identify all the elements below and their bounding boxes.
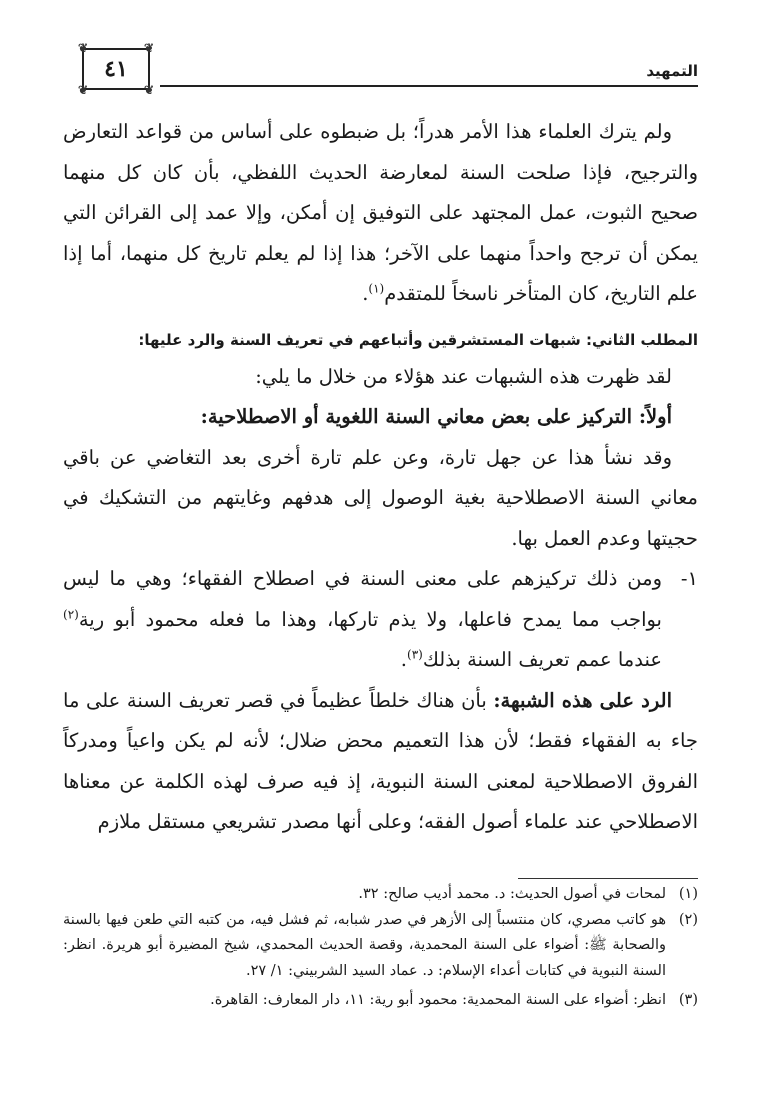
- point-heading: أولاً: التركيز على بعض معاني السنة اللغوية أو الاصطلاحية:: [200, 405, 672, 428]
- corner-ornament-icon: ❦: [78, 41, 89, 55]
- list-item: ١- ومن ذلك تركيزهم على معنى السنة في اصطلاح الفقهاء؛ وهي ما ليس بواجب مما يمدح فاعلها، ولا يذم تاركها، وهذا ما فعله محمود أبو رية$^{(٢)}$ عندما عمم تعريف السنة بذلك$^{(٣)}$.: [63, 559, 698, 681]
- corner-ornament-icon: ❦: [144, 41, 155, 55]
- header-rule: [160, 85, 698, 87]
- footnote: (١) لمحات في أصول الحديث: د. محمد أديب صالح: ٣٢.: [63, 882, 698, 908]
- reply-paragraph: الرد على هذه الشبهة: بأن هناك خلطاً عظيماً في قصر تعريف السنة على ما جاء به الفقهاء فقط؛ لأن هذا التعميم محض ضلال؛ لأنه لم يكن واعياً ومدركاً الفروق الاصطلاحية لمعنى السنة النبوية، إذ فيه صرف لهذه الكلمة عن معناها الاصطلاحي عند علماء أصول الفقه؛ وعلى أنها مصدر تشريعي مستقل ملازم: [63, 688, 698, 833]
- corner-ornament-icon: ❦: [78, 83, 89, 97]
- footnote-ref[interactable]: (٣): [407, 647, 423, 662]
- corner-ornament-icon: ❦: [144, 83, 155, 97]
- page-number-box: [78, 41, 155, 97]
- footnotes: [63, 882, 698, 1014]
- footnote: (٢) هو كاتب مصري، كان منتسباً إلى الأزهر في صدر شبابه، ثم فشل فيه، من كتبه التي طعن فيها بالسنة والصحابة ﷺ: أضواء على السنة المحمدية، وقصة الحديث المحمدي، شيخ المضيرة أبو هريرة. انظر: السنة النبوية في كتابات أعداء الإسلام: د. عماد السيد الشربيني: ١/ ٢٧.: [63, 908, 698, 985]
- paragraph: وقد نشأ هذا عن جهل تارة، وعن علم تارة أخرى بعد التغاضي عن باقي معاني السنة الاصطلاحية بغية الوصول إلى هدفهم وغايتهم من التشكيك في حجيتها وعدم العمل بها.: [63, 445, 698, 550]
- list-item-number: ١-: [680, 567, 698, 590]
- footnote: (٣) انظر: أضواء على السنة المحمدية: محمود أبو رية: ١١، دار المعارف: القاهرة.: [63, 988, 698, 1014]
- page-number: ٤١: [104, 56, 128, 82]
- intro-line: لقد ظهرت هذه الشبهات عند هؤلاء من خلال ما يلي:: [255, 364, 672, 388]
- running-title: التمهيد: [646, 62, 698, 80]
- main-text: [63, 112, 698, 843]
- reply-label: الرد على هذه الشبهة:: [493, 688, 672, 712]
- footnote-number: (٣): [678, 992, 698, 1008]
- footnote-ref[interactable]: (٢): [63, 607, 79, 621]
- paragraph: ولم يترك العلماء هذا الأمر هدراً؛ بل ضبطوه على أساس من قواعد التعارض والترجيح، فإذا صلحت السنة لمعارضة الحديث اللفظي، بأن كان كل منهما صحيح الثبوت، عمل المجتهد على التوفيق إن أمكن، وإلا عمد إلى القرائن التي يمكن أن ترجح واحداً منهما على الآخر؛ هذا إذا لم يعلم تاريخ كل منهما، أما إذا علم التاريخ، كان المتأخر ناسخاً للمتقدم$^{(١)}$.: [63, 120, 698, 305]
- footnote-number: (١): [678, 886, 698, 902]
- section-subheading: المطلب الثاني: شبهات المستشرقين وأتباعهم في تعريف السنة والرد عليها:: [138, 330, 698, 349]
- footnote-number: (٢): [678, 911, 698, 928]
- footnote-ref[interactable]: (١): [368, 281, 385, 296]
- footnote-separator: [518, 878, 698, 879]
